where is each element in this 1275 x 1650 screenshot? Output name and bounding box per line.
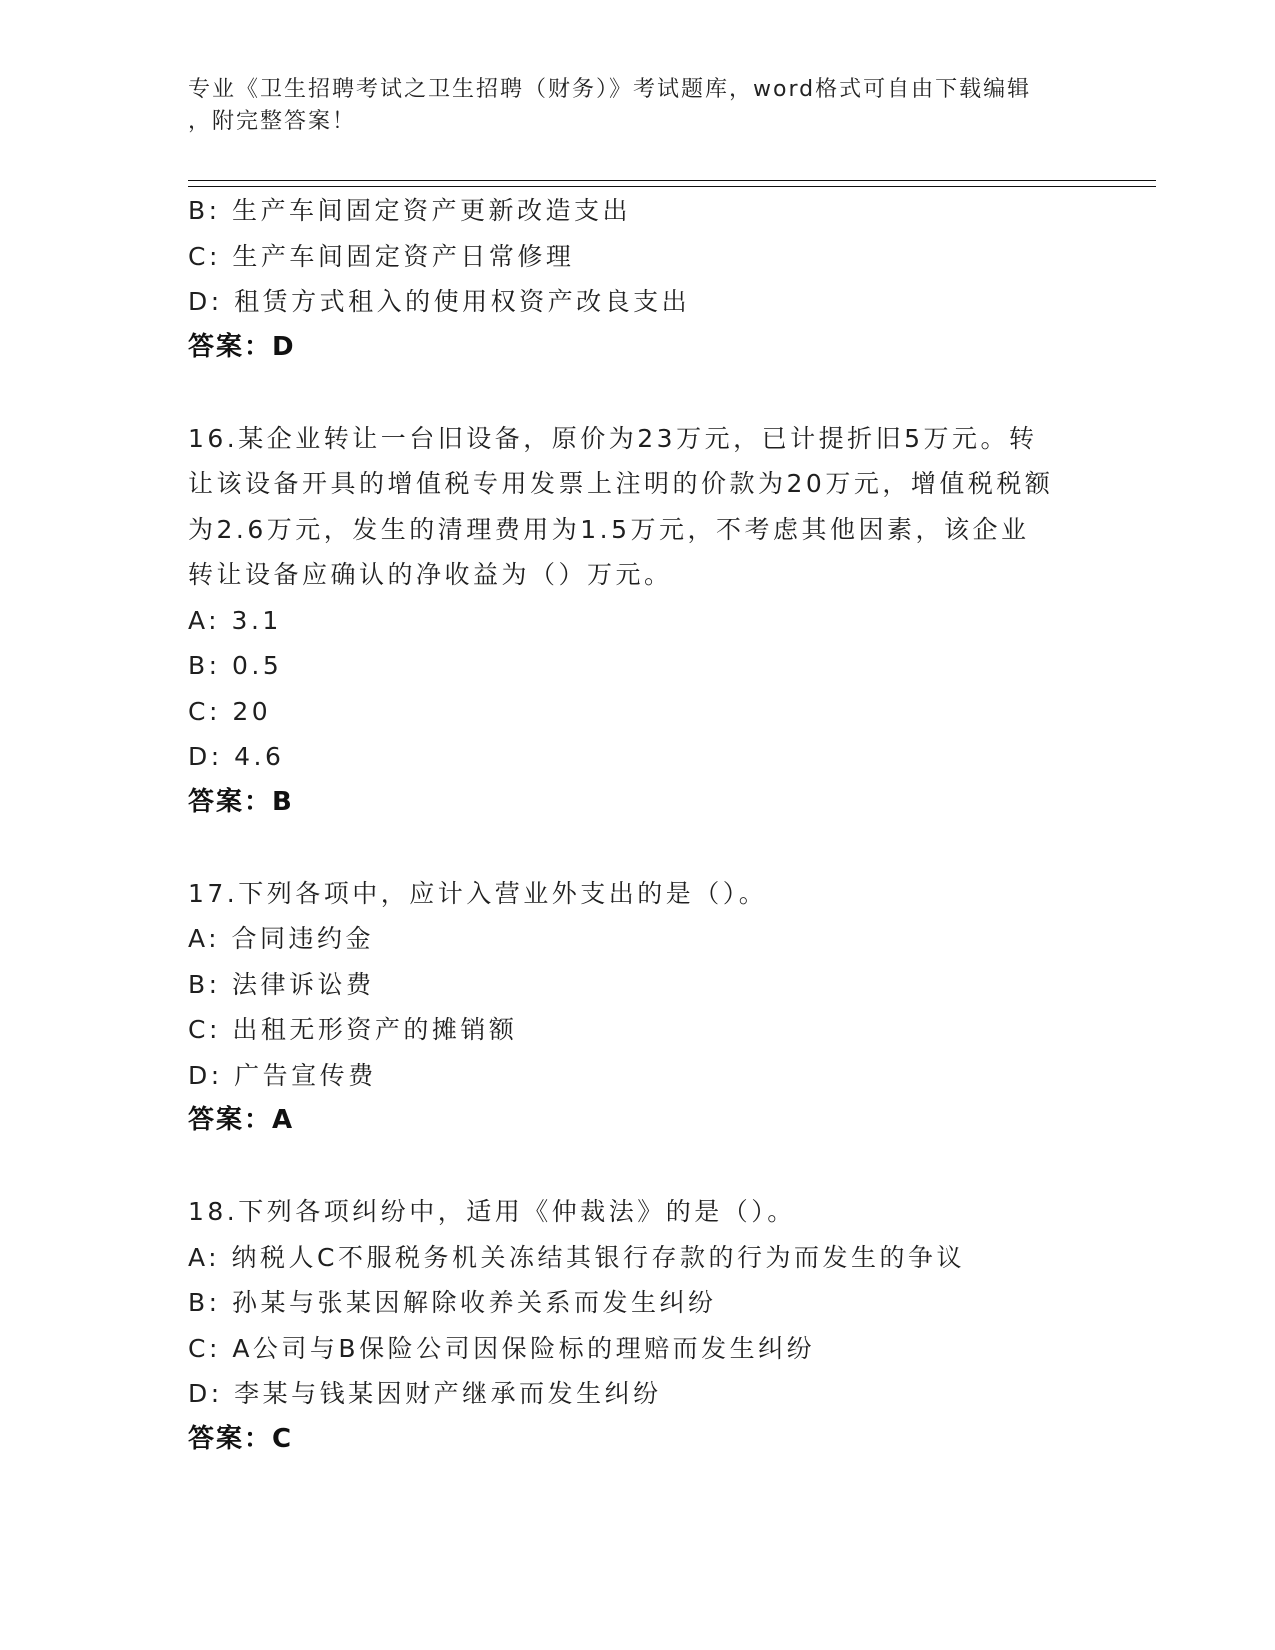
question-stem-line: 17.下列各项中，应计入营业外支出的是（）。 [188, 878, 768, 908]
question-17 [188, 871, 1088, 1144]
header-line-2: ，附完整答案！ [188, 109, 357, 134]
spacer [188, 370, 1088, 416]
header-divider [188, 180, 1156, 187]
question-18 [188, 1189, 1088, 1462]
option-b: B: 法律诉讼费 [188, 969, 375, 999]
option-a: A: 纳税人C不服税务机关冻结其银行存款的行为而发生的争议 [188, 1242, 965, 1272]
option-c: C: 生产车间固定资产日常修理 [188, 241, 575, 271]
option-a: A: 3.1 [188, 605, 282, 635]
option-d: D: 4.6 [188, 742, 285, 771]
question-16 [188, 416, 1088, 826]
question-stem-line: 让该设备开具的增值税专用发票上注明的价款为20万元，增值税税额 [188, 469, 1054, 498]
answer-line: 答案：B [188, 786, 294, 817]
option-d: D: 李某与钱某因财产继承而发生纠纷 [188, 1379, 662, 1408]
header-line-1: 专业《卫生招聘考试之卫生招聘（财务）》考试题库，word格式可自由下载编辑 [188, 77, 1032, 102]
option-b: B: 生产车间固定资产更新改造支出 [188, 196, 632, 225]
option-c: C: 20 [188, 696, 272, 726]
option-d: D: 租赁方式租入的使用权资产改良支出 [188, 287, 691, 316]
answer-line: 答案：C [188, 1423, 294, 1454]
option-d: D: 广告宣传费 [188, 1060, 377, 1090]
document-header [188, 74, 1068, 138]
option-b: B: 孙某与张某因解除收养关系而发生纠纷 [188, 1288, 717, 1317]
question-stem-line: 16.某企业转让一台旧设备，原价为23万元，已计提折旧5万元。转 [188, 423, 1038, 453]
document-body [188, 188, 1088, 1462]
option-b: B: 0.5 [188, 651, 283, 680]
option-c: C: 出租无形资产的摊销额 [188, 1015, 518, 1044]
spacer [188, 825, 1088, 871]
option-a: A: 合同违约金 [188, 924, 375, 953]
question-stem-line: 18.下列各项纠纷中，适用《仲裁法》的是（）。 [188, 1197, 796, 1226]
question-15-continued [188, 188, 1088, 370]
answer-line: 答案：A [188, 1105, 295, 1135]
option-c: C: A公司与B保险公司因保险标的理赔而发生纠纷 [188, 1333, 816, 1363]
question-stem-line: 为2.6万元，发生的清理费用为1.5万元，不考虑其他因素，该企业 [188, 514, 1030, 544]
answer-line: 答案：D [188, 331, 296, 362]
question-stem-line: 转让设备应确认的净收益为（）万元。 [188, 560, 673, 589]
spacer [188, 1144, 1088, 1190]
